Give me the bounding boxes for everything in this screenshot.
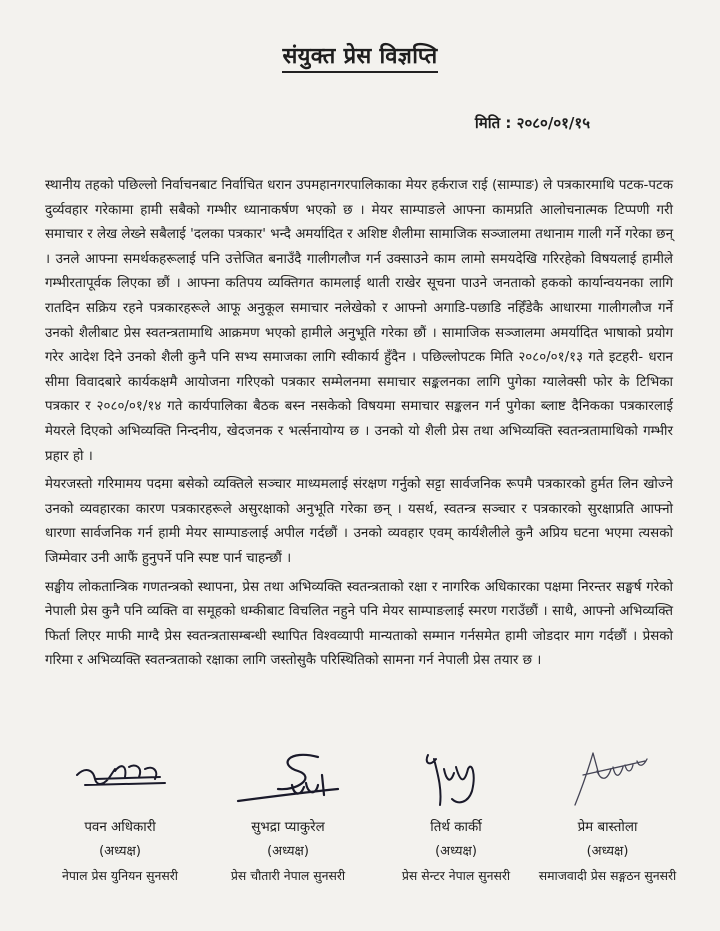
signature-mark-3 bbox=[416, 745, 496, 815]
signatory-org: नेपाल प्रेस युनियन सुनसरी bbox=[61, 868, 178, 883]
document-date: मिति : २०८०/०१/१५ bbox=[474, 114, 590, 132]
signatory-role: (अध्यक्ष) bbox=[267, 844, 309, 859]
signatory-org: समाजवादी प्रेस सङ्गठन सुनसरी bbox=[538, 868, 677, 883]
signature-mark-1 bbox=[65, 745, 175, 805]
signatory-1 bbox=[40, 745, 200, 884]
paragraph-2: मेयरजस्तो गरिमामय पदमा बसेको व्यक्तिले सञ्चार माध्यमलाई संरक्षण गर्नुको सट्टा सार्वजनिक रूपमै पत्रकारको हुर्मत लिन खोज्ने उनको व्यवहारका कारण पत्रकारहरूले असुरक्षाको अनुभूति गरेका छन् । यसर्थ, स्वतन्त्र सञ्चार र पत्रकारको सुरक्षाप्रति आफ्नो धारणा सार्वजनिक गर्न हामी मेयर साम्पाङलाई अपील गर्दछौं । उनको व्यवहार एवम् कार्यशैलीले कुनै अप्रिय घटना भएमा त्यसको जिम्मेवार उनी आफैं हुनुपर्ने पनि स्पष्ट पार्न चाहन्छौं । bbox=[45, 477, 673, 566]
signatory-2 bbox=[208, 745, 368, 884]
signatory-org: प्रेस चौतारी नेपाल सुनसरी bbox=[230, 868, 346, 883]
signatory-org: प्रेस सेन्टर नेपाल सुनसरी bbox=[401, 868, 511, 883]
signatory-role: (अध्यक्ष) bbox=[99, 844, 141, 859]
signature-block bbox=[40, 745, 680, 895]
signature-mark-4 bbox=[553, 745, 663, 815]
signatory-name: पवन अधिकारी bbox=[84, 820, 156, 835]
signatory-name: तिर्थ कार्की bbox=[430, 820, 482, 835]
paragraph-1: स्थानीय तहको पछिल्लो निर्वाचनबाट निर्वाचित धरान उपमहानगरपालिकाका मेयर हर्कराज राई (साम्पाङ) ले पत्रकारमाथि पटक-पटक दुर्व्यवहार गरेकामा हामी सबैको गम्भीर ध्यानाकर्षण भएको छ । मेयर साम्पाङले आफ्ना कामप्रति आलोचनात्मक टिप्पणी गरी समाचार र लेख लेख्ने सबैलाई 'दलका पत्रकार' भन्दै अमर्यादित र अशिष्ट शैलीमा सामाजिक सञ्जालमा तथानाम गाली गर्ने गरेका छन् । उनले आफ्ना समर्थकहरूलाई पनि उत्तेजित बनाउँदै गालीगलौज गर्न उक्साउने काम लामो समयदेखि गरिरहेको विषयलाई हामीले गम्भीरतापूर्वक लिएका छौं । आफ्ना कतिपय व्यक्तिगत कामलाई थाती राखेर सूचना पाउने जनताको हकको कार्यान्वयनका लागि रातदिन सक्रिय रहने पत्रकारहरूले आफू अनुकूल समाचार नलेखेको र आफ्नो अगाडि-पछाडि नहिँडेकै आधारमा गालीगलौज गर्ने उनको शैलीबाट प्रेस स्वतन्त्रतामाथि आक्रमण भएको हामीले अनुभूति गरेका छौं । सामाजिक सञ्जालमा अमर्यादित भाषाको प्रयोग गरेर आदेश दिने उनको शैली कुनै पनि सभ्य समाजका लागि स्वीकार्य हुँदैन । पछिल्लोपटक मिति २०८०/०१/१३ गते इटहरी- धरान सीमा विवादबारे कार्यकक्षमै आयोजना गरिएको पत्रकार सम्मेलनमा समाचार सङ्कलनका लागि पुगेका ग्यालेक्सी फोर के टिभिका पत्रकार र २०८०/०१/१४ गते कार्यपालिका बैठक बस्न नसकेको विषयमा समाचार सङ्कलन गर्न पुगेका ब्लाष्ट दैनिकका पत्रकारलाई मेयरले दिएको अभिव्यक्ति निन्दनीय, खेदजनक र भर्त्सनायोग्य छ । उनको यो शैली प्रेस तथा अभिव्यक्ति स्वतन्त्रतामाथिको गम्भीर प्रहार हो । bbox=[45, 178, 673, 464]
paragraph-3: सङ्घीय लोकतान्त्रिक गणतन्त्रको स्थापना, प्रेस तथा अभिव्यक्ति स्वतन्त्रताको रक्षा र नागरिक अधिकारका पक्षमा निरन्तर सङ्घर्ष गरेको नेपाली प्रेस कुनै पनि व्यक्ति वा समूहको धम्कीबाट विचलित नहुने पनि मेयर साम्पाङलाई स्मरण गराउँछौं । साथै, आफ्नो अभिव्यक्ति फिर्ता लिएर माफी माग्दै प्रेस स्वतन्त्रतासम्बन्धी स्थापित विश्वव्यापी मान्यताको सम्मान गर्नसमेत हामी जोडदार माग गर्दछौं । प्रेसको गरिमा र अभिव्यक्ति स्वतन्त्रताको रक्षाका लागि जस्तोसुकै परिस्थितिको सामना गर्न नेपाली प्रेस तयार छ । bbox=[45, 579, 673, 669]
signatory-name: सुभद्रा प्याकुरेल bbox=[251, 820, 325, 835]
signatory-4 bbox=[520, 745, 695, 884]
document-body bbox=[45, 174, 673, 678]
signatory-name: प्रेम बास्तोला bbox=[577, 820, 638, 835]
signatory-role: (अध्यक्ष) bbox=[586, 844, 629, 859]
document-title: संयुक्त प्रेस विज्ञप्ति bbox=[0, 40, 720, 70]
signatory-3 bbox=[376, 745, 536, 884]
signature-mark-2 bbox=[228, 745, 348, 815]
signatory-role: (अध्यक्ष) bbox=[435, 844, 477, 859]
